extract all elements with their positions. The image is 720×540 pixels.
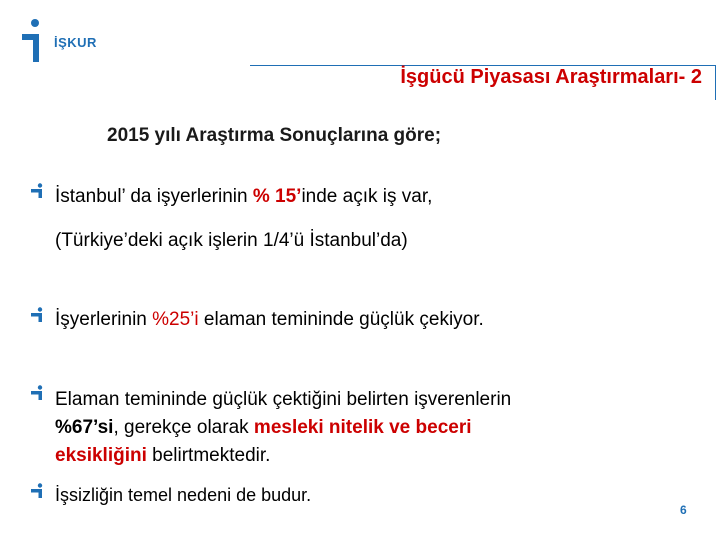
iskur-logo — [20, 18, 120, 66]
page-number: 6 — [680, 503, 687, 517]
bullet-2-text — [55, 307, 484, 333]
bullet-icon — [30, 183, 44, 199]
section-subtitle: 2015 yılı Araştırma Sonuçlarına göre; — [107, 125, 442, 146]
logo-text: İŞKUR — [54, 35, 97, 50]
bullet-3-line-2 — [55, 415, 472, 441]
bullet-3-line-3 — [55, 443, 270, 469]
bullet-icon — [30, 307, 44, 323]
bullet-3-red-2: eksikliğini — [55, 445, 147, 466]
bullet-icon — [30, 483, 44, 499]
bullet-2-pre: İşyerlerinin — [55, 309, 153, 330]
bullet-icon — [30, 385, 44, 401]
bullet-2-post: elaman temininde güçlük çekiyor. — [198, 309, 484, 330]
bullet-3-mid: , gerekçe olarak — [113, 417, 254, 438]
bullet-1-text — [55, 184, 432, 210]
bullet-1-note: (Türkiye’deki açık işlerin 1/4’ü İstanbul’da) — [55, 230, 408, 251]
bullet-1-post: inde açık iş var, — [301, 186, 433, 207]
bullet-4-text: İşsizliğin temel nedeni de budur. — [55, 485, 312, 505]
iskur-logo-mark-icon — [20, 18, 46, 64]
bullet-1-percent: % 15’ — [252, 186, 302, 207]
page-title: İşgücü Piyasası Araştırmaları- 2 — [400, 66, 702, 88]
bullet-3-end: belirtmektedir. — [146, 445, 271, 466]
bullet-3-line-1: Elaman temininde güçlük çektiğini belirten işverenlerin — [55, 389, 512, 410]
bullet-1-pre: İstanbul’ da işyerlerinin — [55, 186, 253, 207]
bullet-3-percent: %67’si — [55, 417, 114, 438]
bullet-2-percent: %25’i — [152, 309, 199, 330]
bullet-3-red-1: mesleki nitelik ve beceri — [253, 417, 472, 438]
